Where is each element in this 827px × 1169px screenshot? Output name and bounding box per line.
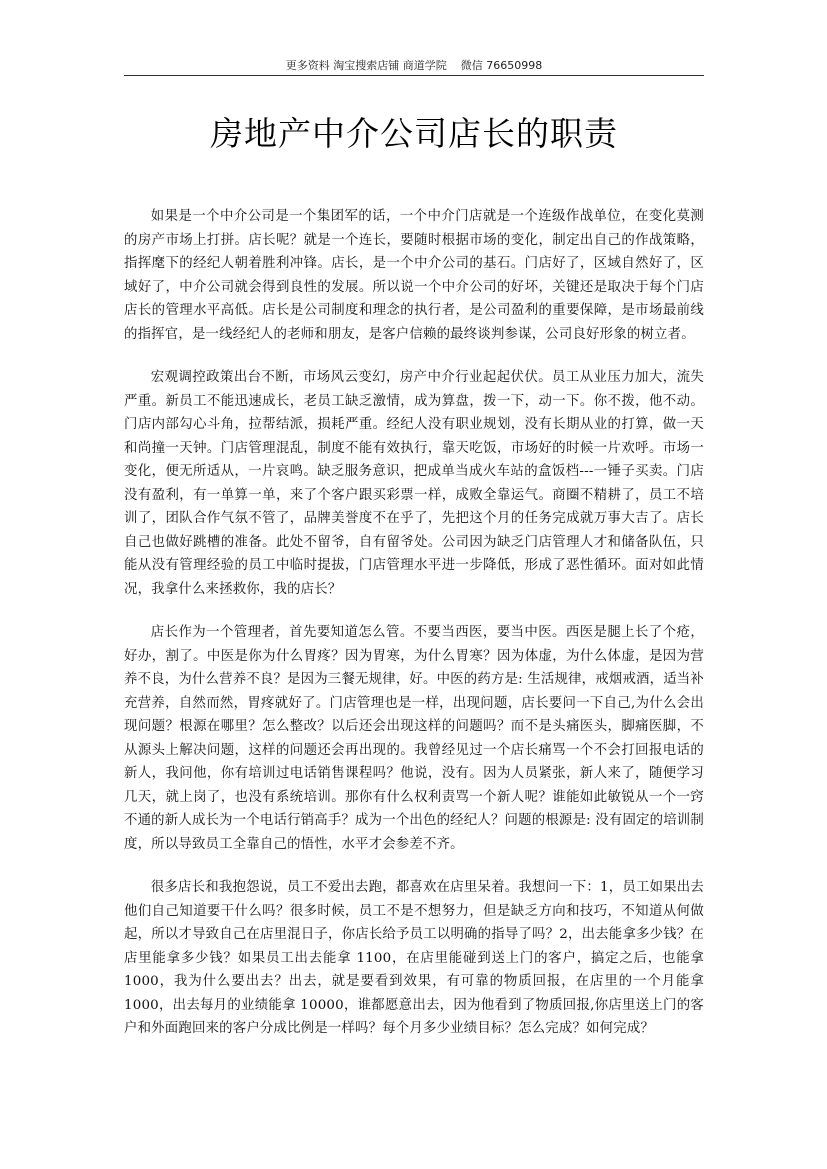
paragraph-1: 如果是一个中介公司是一个集团军的话，一个中介门店就是一个连级作战单位，在变化莫测的房产市场上打拼。店长呢？就是一个连长，要随时根据市场的变化，制定出自己的作战策略，指挥麾下的经纪人朝着胜利冲锋。店长，是一个中介公司的基石。门店好了，区域自然好了，区域好了，中介公司就会得到良性的发展。所以说一个中介公司的好坏，关键还是取决于每个门店店长的管理水平高低。店长是公司制度和理念的执行者，是公司盈利的重要保障，是市场最前线的指挥官，是一线经纪人的老师和朋友，是客户信赖的最终谈判参谋，公司良好形象的树立者。 <box>124 209 704 342</box>
header-divider <box>124 75 704 76</box>
document-body <box>124 205 704 1061</box>
document-title: 房地产中介公司店长的职责 <box>210 114 618 153</box>
running-header: 更多资料 淘宝搜索店铺 商道学院 微信 76650998 <box>285 59 543 72</box>
paragraph-4: 很多店长和我抱怨说，员工不爱出去跑，都喜欢在店里呆着。我想问一下：1，员工如果出去他们自己知道要干什么吗？很多时候，员工不是不想努力，但是缺乏方向和技巧，不知道从何做起，所以才导致自己在店里混日子，你店长给予员工以明确的指导了吗？2，出去能拿多少钱？在店里能拿多少钱？如果员工出去能拿 1100，在店里能碰到送上门的客户，搞定之后，也能拿 1000，我为什么要出去？出去，就是要看到效果，有可靠的物质回报，在店里的一个月能拿 1000，出去每月的业绩能拿 10000，谁都愿意出去，因为他看到了物质回报,你店里送上门的客户和外面跑回来的客户分成比例是一样吗？每个月多少业绩目标？怎么完成？如何完成？ <box>124 880 704 1036</box>
paragraph-2: 宏观调控政策出台不断，市场风云变幻，房产中介行业起起伏伏。员工从业压力加大，流失严重。新员工不能迅速成长，老员工缺乏激情，成为算盘，拨一下，动一下。你不拨，他不动。门店内部勾心斗角，拉帮结派，损耗严重。经纪人没有职业规划，没有长期从业的打算，做一天和尚撞一天钟。门店管理混乱，制度不能有效执行，靠天吃饭，市场好的时候一片欢呼。市场一变化，便无所适从，一片哀鸣。缺乏服务意识，把成单当成火车站的盒饭档---一锤子买卖。门店没有盈利，有一单算一单，来了个客户跟买彩票一样，成败全靠运气。商圈不精耕了，员工不培训了，团队合作气氛不管了，品牌美誉度不在乎了，先把这个月的任务完成就万事大吉了。店长自己也做好跳槽的准备。此处不留爷，自有留爷处。公司因为缺乏门店管理人才和储备队伍，只能从没有管理经验的员工中临时提拔，门店管理水平进一步降低，形成了恶性循环。面对如此情况，我拿什么来拯救你，我的店长？ <box>124 370 704 597</box>
paragraph-3: 店长作为一个管理者，首先要知道怎么管。不要当西医，要当中医。西医是腿上长了个疮，好办，割了。中医是你为什么胃疼？因为胃寒，为什么胃寒？因为体虚，为什么体虚，是因为营养不良，为什么营养不良？是因为三餐无规律，好。中医的药方是: 生活规律，戒烟戒酒，适当补充营养，自然而然，胃疼就好了。门店管理也是一样，出现问题，店长要问一下自己,为什么会出现问题？根源在哪里？怎么整改？以后还会出现这样的问题吗？而不是头痛医头，脚痛医脚，不从源头上解决问题，这样的问题还会再出现的。我曾经见过一个店长痛骂一个不会打回报电话的新人，我问他，你有培训过电话销售课程吗？他说，没有。因为人员紧张，新人来了，随便学习几天，就上岗了，也没有系统培训。那你有什么权利责骂一个新人呢？谁能如此敏锐从一个一窍不通的新人成长为一个电话行销高手？成为一个出色的经纪人？问题的根源是: 没有固定的培训制度，所以导致员工全靠自己的悟性，水平才会参差不齐。 <box>124 625 704 852</box>
